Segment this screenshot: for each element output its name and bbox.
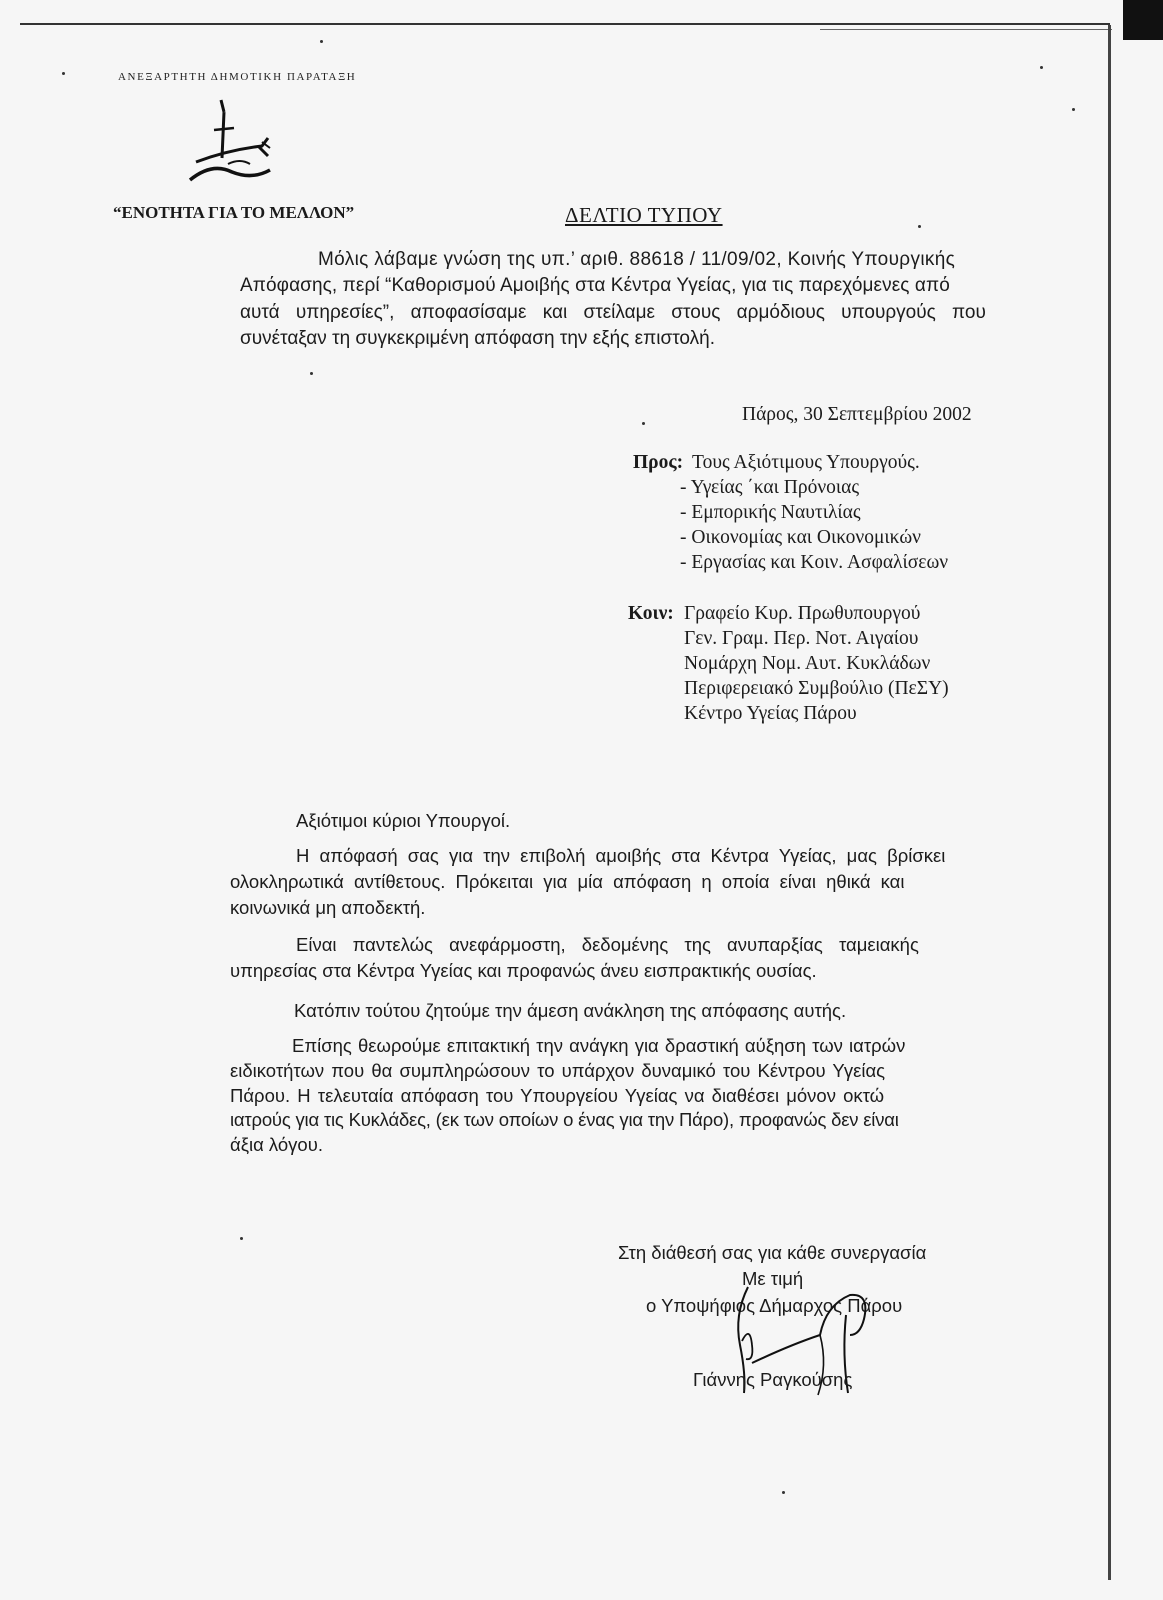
scan-speck <box>320 40 323 43</box>
body-line: Κατόπιν τούτου ζητούμε την άμεση ανάκληση της απόφασης αυτής. <box>294 1000 847 1021</box>
cc-list-item: Νομάρχη Νομ. Αυτ. Κυκλάδων <box>684 653 931 674</box>
body-line: υπηρεσίας στα Κέντρα Υγείας και προφανώς άνευ εισπρακτικής ουσίας. <box>230 960 817 981</box>
organization-caption: ΑΝΕΞΑΡΤΗΤΗ ΔΗΜΟΤΙΚΗ ΠΑΡΑΤΑΞΗ <box>118 71 357 83</box>
scan-speck <box>918 225 921 228</box>
cc-label: Κοιν: <box>628 603 674 624</box>
slogan: “ΕΝΟΤΗΤΑ ΓΙΑ ΤΟ ΜΕΛΛΟΝ” <box>113 203 355 222</box>
body-line: Πάρου. Η τελευταία απόφαση του Υπουργείου Υγείας να διαθέσει μόνον οκτώ <box>230 1085 885 1106</box>
to-label: Προς: <box>633 452 684 473</box>
body-line: άξια λόγου. <box>230 1134 323 1155</box>
cc-list-item: Περιφερειακό Συμβούλιο (ΠεΣΥ) <box>684 678 949 699</box>
to-line: Τους Αξιότιμους Υπουργούς. <box>692 452 920 473</box>
intro-line: Απόφασης, περί “Καθορισμού Αμοιβής στα Κέντρα Υγείας, για τις παρεχόμενες από <box>240 275 950 296</box>
scan-speck <box>1072 108 1075 111</box>
intro-line: αυτά υπηρεσίες”, αποφασίσαμε και στείλαμε στους αρμόδιους υπουργούς που <box>240 302 986 323</box>
right-border-line <box>1108 25 1111 1580</box>
scan-speck <box>310 372 313 375</box>
closing-line: Στη διάθεσή σας για κάθε συνεργασία <box>618 1242 927 1263</box>
signatory-name: Γιάννης Ραγκούσης <box>693 1369 853 1390</box>
to-list-item: - Εμπορικής Ναυτιλίας <box>680 502 861 523</box>
scan-speck <box>642 422 645 425</box>
body-line: Επίσης θεωρούμε επιτακτική την ανάγκη για δραστική αύξηση των ιατρών <box>292 1035 906 1056</box>
top-border-line <box>20 23 1110 25</box>
intro-line: συνέταξαν τη συγκεκριμένη απόφαση την εξής επιστολή. <box>240 328 715 349</box>
closing-line: Με τιμή <box>742 1268 804 1289</box>
body-line: κοινωνικά μη αποδεκτή. <box>230 897 426 918</box>
cc-list-item: Κέντρο Υγείας Πάρου <box>684 703 857 724</box>
cc-list-item: Γεν. Γραμ. Περ. Νοτ. Αιγαίου <box>684 628 919 649</box>
to-list-item: - Εργασίας και Κοιν. Ασφαλίσεων <box>680 552 949 573</box>
scan-speck <box>62 72 65 75</box>
body-line: Η απόφασή σας για την επιβολή αμοιβής στα Κέντρα Υγείας, μας βρίσκει <box>296 845 946 866</box>
scan-corner <box>1123 0 1163 40</box>
to-list-item: - Υγείας ΄και Πρόνοιας <box>680 477 860 498</box>
body-line: ιατρούς για τις Κυκλάδες, (εκ των οποίων ο ένας για την Πάρο), προφανώς δεν είναι <box>230 1109 899 1130</box>
body-line: Είναι παντελώς ανεφάρμοστη, δεδομένης της ανυπαρξίας ταμειακής <box>296 934 919 955</box>
scan-speck <box>1040 66 1043 69</box>
sailboat-logo-icon <box>188 98 278 193</box>
body-line: ειδικοτήτων που θα συμπληρώσουν το υπάρχον δυναμικό του Κέντρου Υγείας <box>230 1060 886 1081</box>
salutation: Αξιότιμοι κύριοι Υπουργοί. <box>296 810 511 831</box>
to-list-item: - Οικονομίας και Οικονομικών <box>680 527 921 548</box>
scan-speck <box>240 1237 243 1240</box>
body-line: ολοκληρωτικά αντίθετους. Πρόκειται για μία απόφαση η οποία είναι ηθικά και <box>230 871 905 892</box>
scan-speck <box>782 1491 785 1494</box>
cc-list-item: Γραφείο Κυρ. Πρωθυπουργού <box>684 603 921 624</box>
place-date: Πάρος, 30 Σεπτεμβρίου 2002 <box>742 404 972 425</box>
intro-line: Μόλις λάβαμε γνώση της υπ.’ αριθ. 88618 / 11/09/02, Κοινής Υπουργικής <box>318 249 956 270</box>
closing-line: ο Υποψήφιος Δήμαρχος Πάρου <box>646 1295 903 1316</box>
top-border-line-secondary <box>820 29 1112 30</box>
document-title: ΔΕΛΤΙΟ ΤΥΠΟΥ <box>565 203 723 227</box>
